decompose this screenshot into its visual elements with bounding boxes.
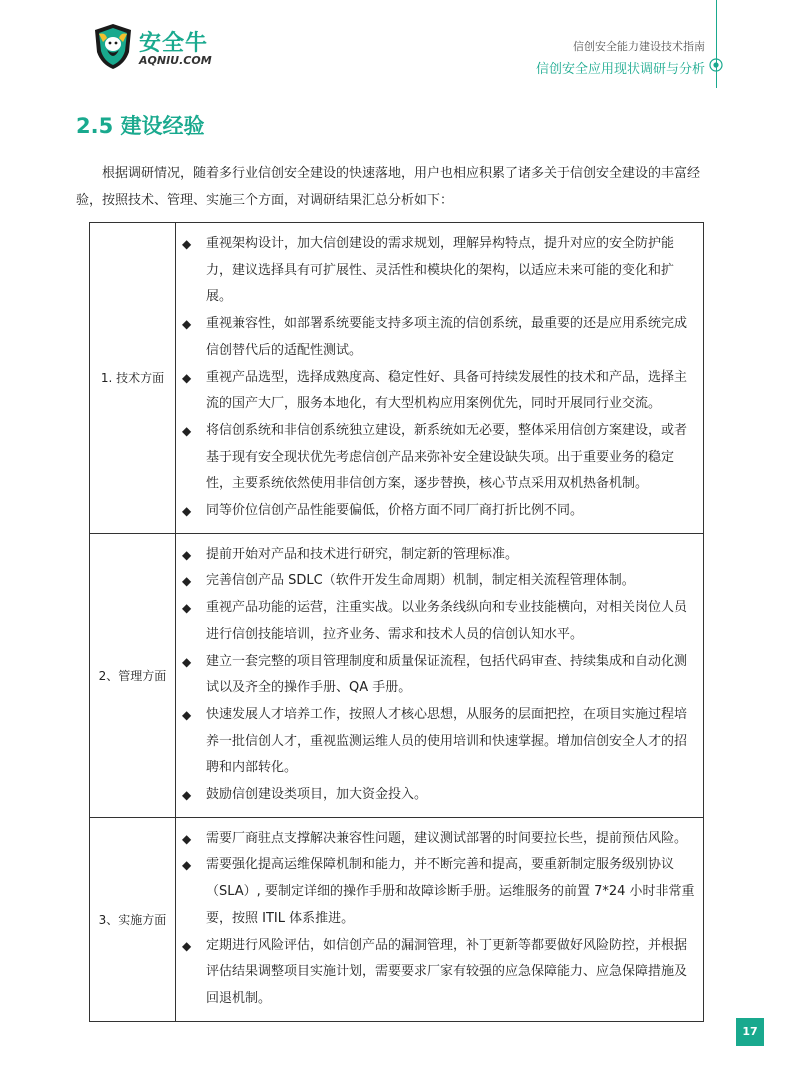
- category-cell: 3、实施方面: [90, 817, 176, 1021]
- items-cell: [176, 533, 704, 817]
- document-title: 信创安全能力建设技术指南: [573, 40, 705, 53]
- list-item: [180, 595, 699, 648]
- list-item-text: 提前开始对产品和技术进行研究，制定新的管理标准。: [206, 546, 519, 562]
- diamond-bullet-icon: ◆: [182, 788, 192, 803]
- list-item: [180, 933, 699, 1013]
- chapter-title: 信创安全应用现状调研与分析: [535, 62, 705, 77]
- list-item: [180, 542, 699, 569]
- diamond-bullet-icon: ◆: [182, 707, 192, 722]
- diamond-bullet-icon: ◆: [182, 370, 192, 385]
- brand-logo: [93, 22, 212, 74]
- list-item-text: 需要强化提高运维保障机制和能力，并不断完善和提高，要重新制定服务级别协议（SLA）, 要制定详细的操作手册和故障诊断手册。运维服务的前置 7*24 小时非常重要，按照 ITIL 体系推进。: [206, 857, 695, 926]
- table-row: [90, 533, 704, 817]
- diamond-bullet-icon: ◆: [182, 547, 192, 562]
- list-item-text: 同等价位信创产品性能要偏低，价格方面不同厂商打折比例不同。: [206, 503, 584, 519]
- list-item: [180, 852, 699, 932]
- header-divider-line: [716, 0, 717, 88]
- list-item-text: 需要厂商驻点支撑解决兼容性问题，建议测试部署的时间要拉长些，提前预估风险。: [206, 830, 688, 846]
- list-item: [180, 498, 699, 525]
- diamond-bullet-icon: ◆: [182, 237, 192, 251]
- list-item-text: 重视兼容性，如部署系统要能支持多项主流的信创系统，最重要的还是应用系统完成信创替代后的适配性测试。: [206, 316, 688, 358]
- category-cell: 1. 技术方面: [90, 223, 176, 534]
- list-item-text: 定期进行风险评估，如信创产品的漏洞管理，补丁更新等都要做好风险防控，并根据评估结果调整项目实施计划，需要要求厂家有较强的应急保障能力、应急保障措施及回退机制。: [206, 937, 688, 1006]
- items-cell: [176, 817, 704, 1021]
- list-item-text: 快速发展人才培养工作，按照人才核心思想，从服务的层面把控，在项目实施过程培养一批信创人才，重视监测运维人员的使用培训和快速掌握。增加信创安全人才的招聘和内部转化。: [206, 706, 688, 776]
- page-number: 17: [736, 1018, 764, 1046]
- brand-name-en: AQNIU.COM: [139, 54, 212, 67]
- diamond-bullet-icon: ◆: [182, 504, 192, 519]
- list-item-text: 完善信创产品 SDLC（软件开发生命周期）机制，制定相关流程管理体制。: [206, 573, 635, 589]
- intro-paragraph: 根据调研情况，随着多行业信创安全建设的快速落地，用户也相应积累了诸多关于信创安全建设的丰富经验，按照技术、管理、实施三个方面，对调研结果汇总分析如下：: [76, 166, 701, 208]
- diamond-bullet-icon: ◆: [182, 317, 192, 332]
- list-item-text: 重视产品功能的运营，注重实战。以业务条线纵向和专业技能横向，对相关岗位人员进行信创技能培训，拉齐业务、需求和技术人员的信创认知水平。: [206, 600, 688, 642]
- list-item: [180, 702, 699, 782]
- list-item: [180, 782, 699, 809]
- diamond-bullet-icon: ◆: [182, 654, 192, 669]
- table-row: [90, 223, 704, 534]
- list-item: [180, 826, 699, 853]
- diamond-bullet-icon: ◆: [182, 574, 192, 589]
- list-item: [180, 649, 699, 702]
- items-cell: [176, 223, 704, 534]
- list-item-text: 重视架构设计，加大信创建设的需求规划，理解异构特点，提升对应的安全防护能力，建议选择具有可扩展性、灵活性和模块化的架构，以适应未来可能的变化和扩展。: [206, 236, 675, 305]
- list-item: [180, 418, 699, 498]
- list-item: [180, 311, 699, 364]
- list-item-text: 将信创系统和非信创系统独立建设，新系统如无必要，整体采用信创方案建设，或者基于现有安全现状优先考虑信创产品来弥补安全建设缺失项。出于重要业务的稳定性，主要系统依然使用非信创方案，逐步替换，核心节点采用双机热备机制。: [206, 422, 688, 492]
- diamond-bullet-icon: ◆: [182, 938, 192, 953]
- experience-table: [89, 222, 704, 1022]
- diamond-bullet-icon: ◆: [182, 831, 192, 846]
- category-cell: 2、管理方面: [90, 533, 176, 817]
- diamond-bullet-icon: ◆: [182, 858, 192, 873]
- shield-logo-icon: [93, 22, 133, 70]
- list-item: [180, 365, 699, 418]
- list-item: [180, 568, 699, 595]
- brand-name-cn: 安全牛: [139, 31, 209, 56]
- list-item: [180, 231, 699, 311]
- list-item-text: 建立一套完整的项目管理制度和质量保证流程，包括代码审查、持续集成和自动化测试以及齐全的操作手册、QA 手册。: [206, 653, 688, 696]
- list-item-text: 鼓励信创建设类项目，加大资金投入。: [206, 787, 428, 803]
- diamond-bullet-icon: ◆: [182, 423, 192, 438]
- diamond-bullet-icon: ◆: [182, 601, 192, 616]
- section-title: 2.5 建设经验: [76, 114, 205, 138]
- list-item-text: 重视产品选型，选择成熟度高、稳定性好、具备可持续发展性的技术和产品，选择主流的国产大厂，服务本地化，有大型机构应用案例优先，同时开展同行业交流。: [206, 369, 688, 412]
- table-row: [90, 817, 704, 1021]
